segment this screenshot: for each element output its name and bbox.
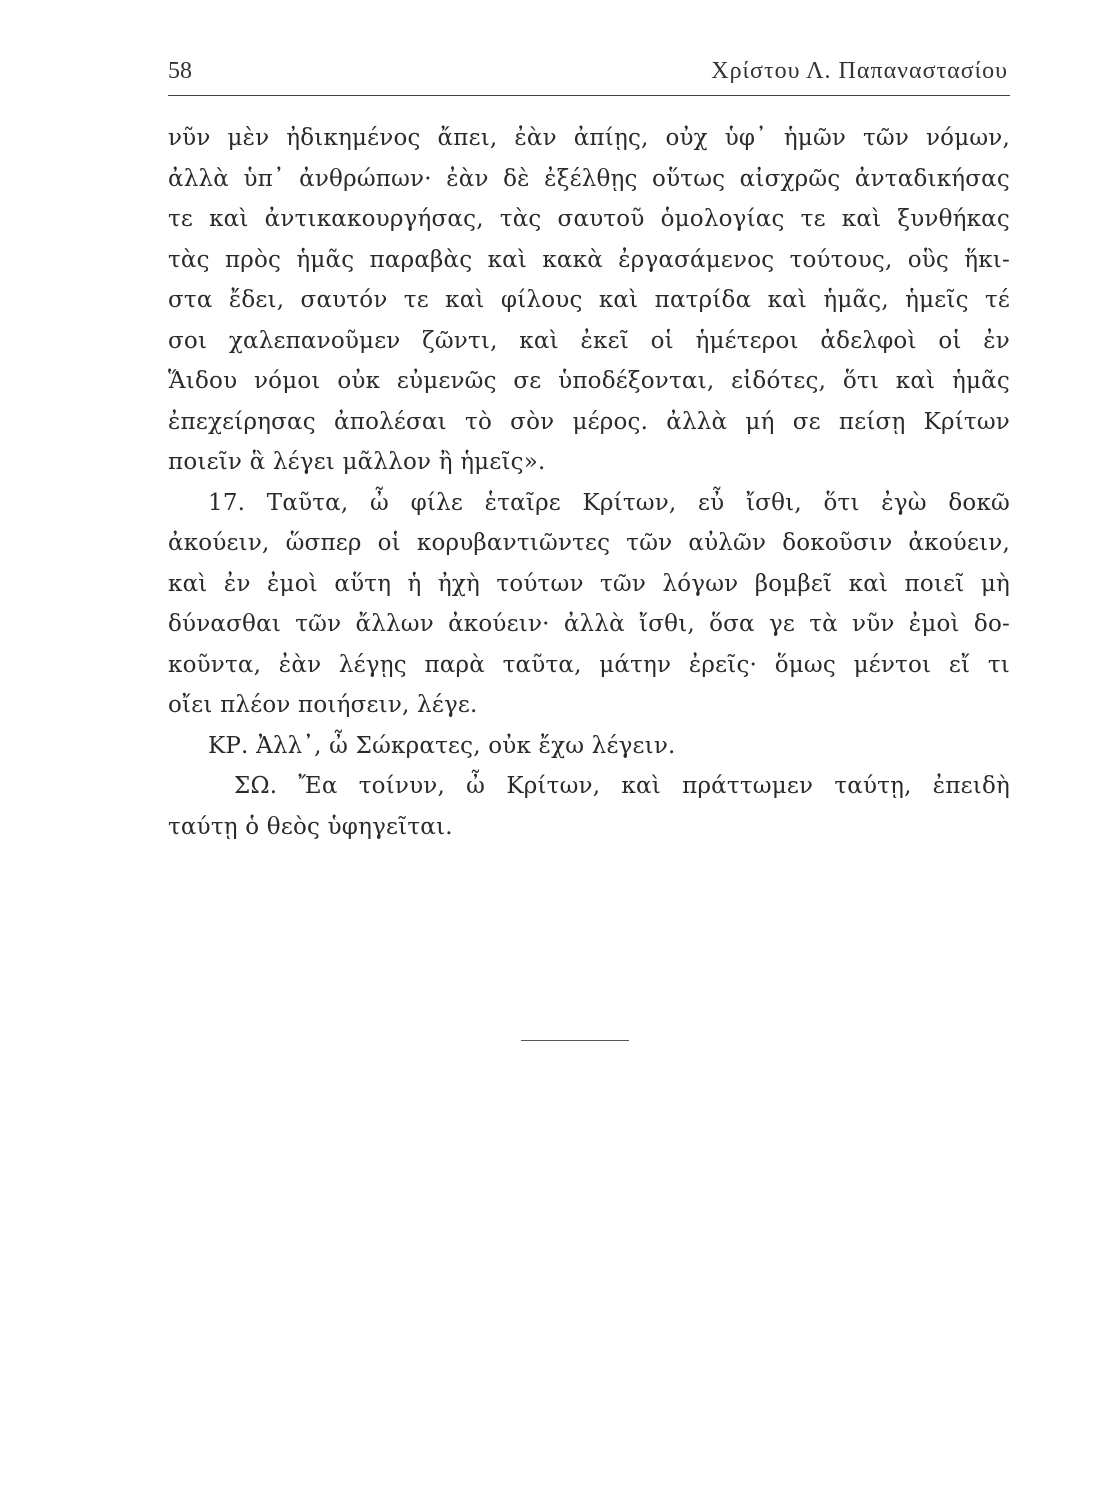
running-head-author: Χρίστου Λ. Παπαναστασίου bbox=[711, 58, 1008, 84]
main-text bbox=[168, 118, 1010, 847]
text-line: ἀκούειν, ὥσπερ οἱ κορυβαντιῶντες τῶν αὐλῶν δοκοῦσιν ἀκούειν, bbox=[168, 530, 1010, 556]
text-line: ἐπεχείρησας ἀπολέσαι τὸ σὸν μέρος. ἀλλὰ μή σε πείσῃ Κρίτων bbox=[168, 408, 1010, 435]
text-line: νῦν μὲν ἠδικημένος ἄπει, ἐὰν ἀπίῃς, οὐχ ὑφ᾽ ἡμῶν τῶν νόμων, bbox=[168, 125, 1010, 151]
text-line: οἴει πλέον ποιήσειν, λέγε. bbox=[168, 692, 478, 718]
text-line: κοῦντα, ἐὰν λέγῃς παρὰ ταῦτα, μάτην ἐρεῖς· ὅμως μέντοι εἴ τι bbox=[168, 651, 1010, 678]
text-line: τὰς πρὸς ἡμᾶς παραβὰς καὶ κακὰ ἐργασάμενος τούτους, οὓς ἥκι- bbox=[168, 246, 1010, 273]
text-line: ποιεῖν ἃ λέγει μᾶλλον ἢ ἡμεῖς». bbox=[168, 449, 546, 475]
speaker-sokrates-line: ΣΩ. Ἔα τοίνυν, ὦ Κρίτων, καὶ πράττωμεν ταύτῃ, ἐπειδὴ bbox=[234, 773, 1010, 799]
speaker-kriton-line: ΚΡ. Ἀλλ᾽, ὦ Σώκρατες, οὐκ ἔχω λέγειν. bbox=[208, 732, 676, 759]
text-line: Ἅιδου νόμοι οὐκ εὐμενῶς σε ὑποδέξονται, εἰδότες, ὅτι καὶ ἡμᾶς bbox=[168, 368, 1010, 394]
end-rule bbox=[521, 1040, 629, 1041]
text-line: καὶ ἐν ἐμοὶ αὕτη ἡ ἠχὴ τούτων τῶν λόγων βομβεῖ καὶ ποιεῖ μὴ bbox=[168, 570, 1010, 597]
text-line: ἀλλὰ ὑπ᾽ ἀνθρώπων· ἐὰν δὲ ἐξέλθῃς οὕτως αἰσχρῶς ἀνταδικήσας bbox=[168, 165, 1010, 192]
running-head bbox=[168, 58, 1008, 94]
text-line: σοι χαλεπανοῦμεν ζῶντι, καὶ ἐκεῖ οἱ ἡμέτεροι ἀδελφοὶ οἱ ἐν bbox=[168, 327, 1010, 354]
header-rule bbox=[168, 95, 1010, 96]
text-line: τε καὶ ἀντικακουργήσας, τὰς σαυτοῦ ὁμολογίας τε καὶ ξυνθήκας bbox=[168, 206, 1010, 232]
text-line: στα ἔδει, σαυτόν τε καὶ φίλους καὶ πατρίδα καὶ ἡμᾶς, ἡμεῖς τέ bbox=[168, 287, 1010, 313]
text-line: δύνασθαι τῶν ἄλλων ἀκούειν· ἀλλὰ ἴσθι, ὅσα γε τὰ νῦν ἐμοὶ δο- bbox=[168, 611, 1010, 637]
page-number: 58 bbox=[168, 58, 192, 84]
text-line: ταύτῃ ὁ θεὸς ὑφηγεῖται. bbox=[168, 813, 453, 840]
section-17-start: 17. Ταῦτα, ὦ φίλε ἑταῖρε Κρίτων, εὖ ἴσθι, ὅτι ἐγὼ δοκῶ bbox=[208, 489, 1010, 516]
